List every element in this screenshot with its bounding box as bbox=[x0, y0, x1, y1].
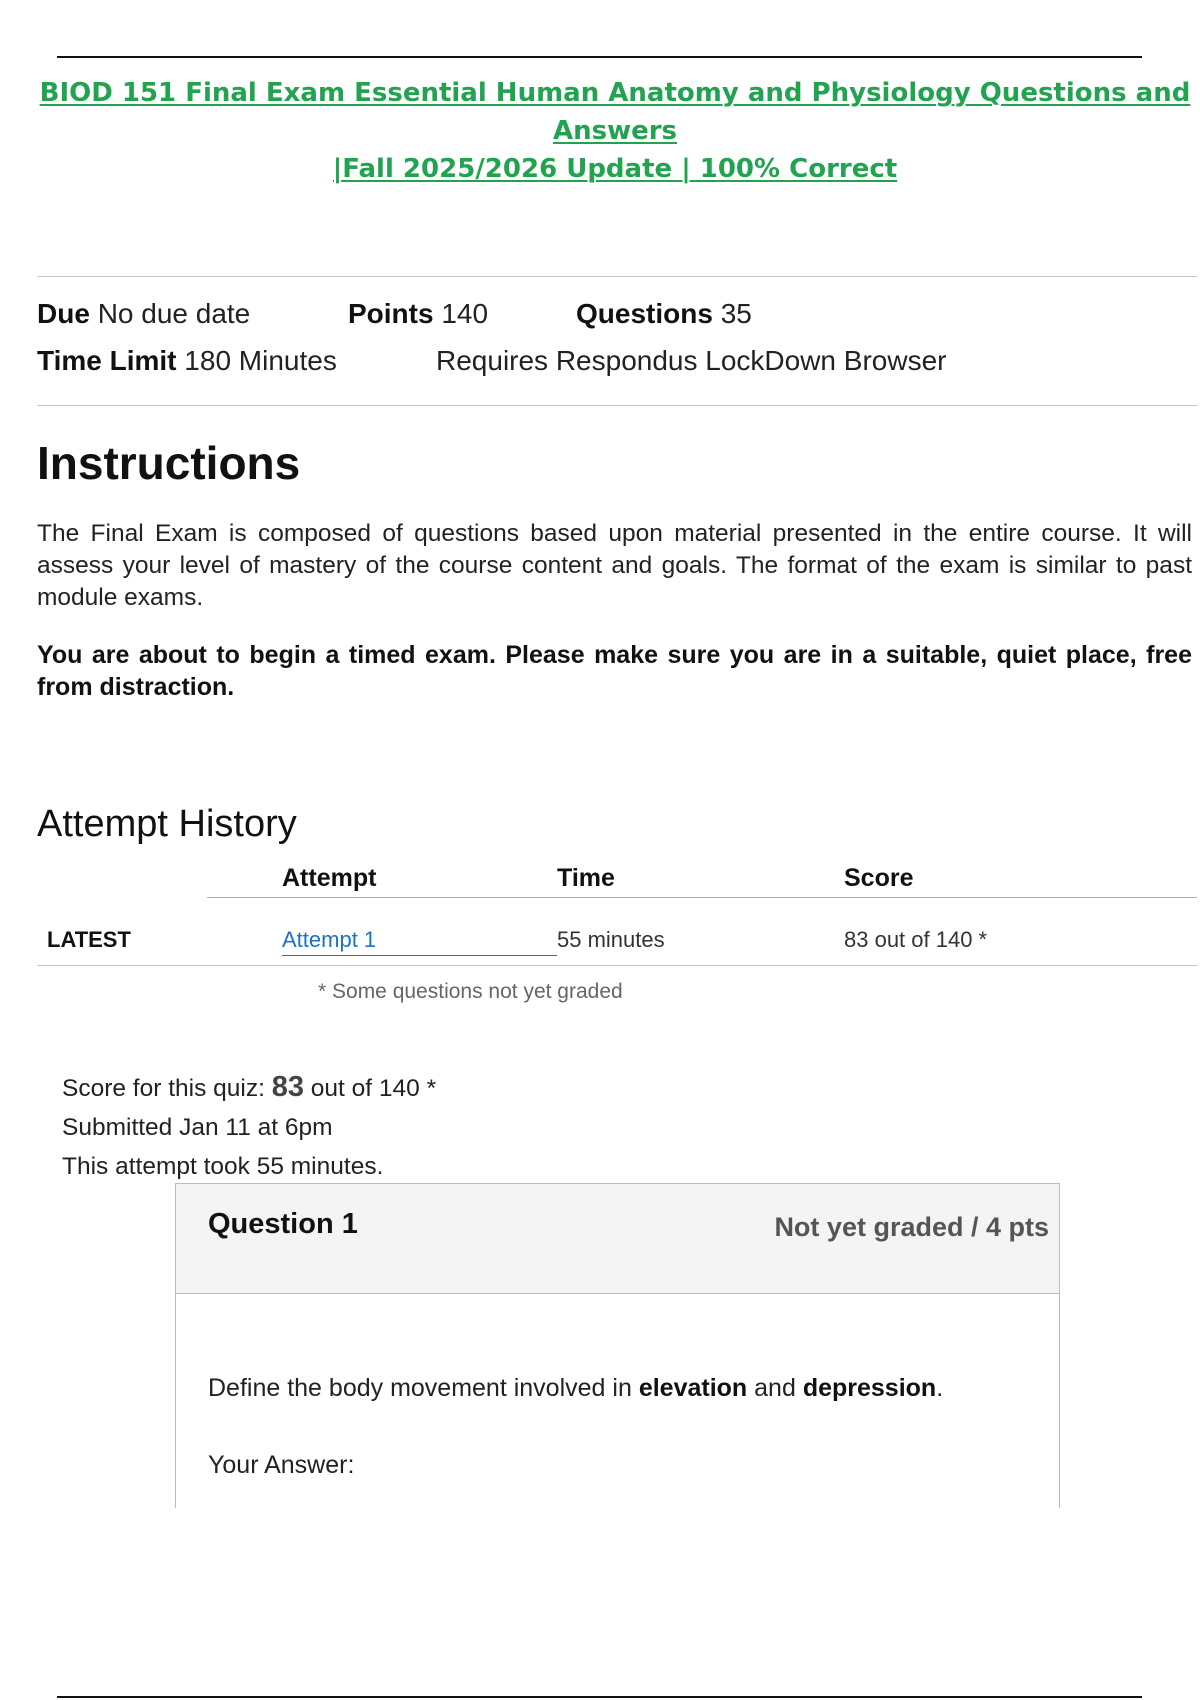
question-title: Question 1 bbox=[208, 1208, 358, 1240]
points-label: Points bbox=[348, 298, 434, 329]
top-rule bbox=[57, 56, 1142, 58]
questions-label: Questions bbox=[576, 298, 713, 329]
score-suffix: out of 140 * bbox=[310, 1075, 437, 1102]
term-elevation: elevation bbox=[638, 1374, 748, 1402]
lockdown-browser-requirement: Requires Respondus LockDown Browser bbox=[436, 345, 947, 376]
submitted-date: Submitted Jan 11 at 6pm bbox=[62, 1114, 333, 1141]
time-limit-label: Time Limit bbox=[37, 345, 177, 376]
table-row-divider bbox=[37, 965, 1197, 966]
column-header-attempt: Attempt bbox=[282, 864, 377, 892]
question-text bbox=[208, 1374, 943, 1403]
timed-exam-warning: You are about to begin a timed exam. Please make sure you are in a suitable, quiet place, free from distraction. bbox=[37, 641, 1192, 701]
attempt-duration: This attempt took 55 minutes. bbox=[62, 1153, 384, 1180]
score-prefix: Score for this quiz: bbox=[62, 1075, 265, 1102]
attempt-score: 83 out of 140 * bbox=[844, 927, 988, 952]
question-header bbox=[176, 1184, 1059, 1294]
column-header-score: Score bbox=[844, 864, 914, 892]
due-info bbox=[37, 298, 250, 330]
ungraded-note: * Some questions not yet graded bbox=[318, 980, 623, 1003]
due-label: Due bbox=[37, 298, 90, 329]
question-card bbox=[175, 1183, 1060, 1508]
meta-bottom-divider bbox=[37, 405, 1197, 406]
question-text-prefix: Define the body movement involved in bbox=[208, 1374, 632, 1402]
latest-badge: LATEST bbox=[47, 927, 131, 952]
your-answer-label: Your Answer: bbox=[208, 1451, 355, 1479]
document-title bbox=[30, 74, 1200, 188]
document-title-line-2: |Fall 2025/2026 Update | 100% Correct bbox=[332, 154, 898, 184]
attempt-1-link[interactable]: Attempt 1 bbox=[282, 927, 557, 956]
score-value: 83 bbox=[271, 1071, 304, 1103]
quiz-score-summary bbox=[62, 1071, 436, 1104]
instructions-paragraph: The Final Exam is composed of questions based upon material presented in the entire course. It will assess your level of mastery of the course content and goals. The format of the exam is similar to past module exams. bbox=[37, 520, 1192, 611]
question-text-and: and bbox=[754, 1374, 796, 1402]
points-info bbox=[348, 298, 488, 330]
questions-value: 35 bbox=[720, 298, 752, 329]
questions-info bbox=[576, 298, 752, 330]
document-title-line-1: BIOD 151 Final Exam Essential Human Anatomy and Physiology Questions and Answers bbox=[39, 78, 1191, 146]
bottom-rule bbox=[57, 1696, 1142, 1698]
question-points: Not yet graded / 4 pts bbox=[774, 1212, 1049, 1242]
attempt-time: 55 minutes bbox=[557, 927, 665, 952]
attempt-history-heading: Attempt History bbox=[37, 803, 297, 845]
time-limit-value: 180 Minutes bbox=[184, 345, 337, 376]
instructions-heading: Instructions bbox=[37, 437, 301, 489]
attempt-cell bbox=[282, 927, 557, 956]
time-limit-info bbox=[37, 345, 337, 377]
term-depression: depression bbox=[802, 1374, 937, 1402]
meta-top-divider bbox=[37, 276, 1197, 277]
due-value: No due date bbox=[97, 298, 251, 329]
points-value: 140 bbox=[441, 298, 489, 329]
column-header-time: Time bbox=[557, 864, 615, 892]
question-text-end: . bbox=[936, 1374, 944, 1402]
table-header-divider bbox=[207, 897, 1197, 898]
